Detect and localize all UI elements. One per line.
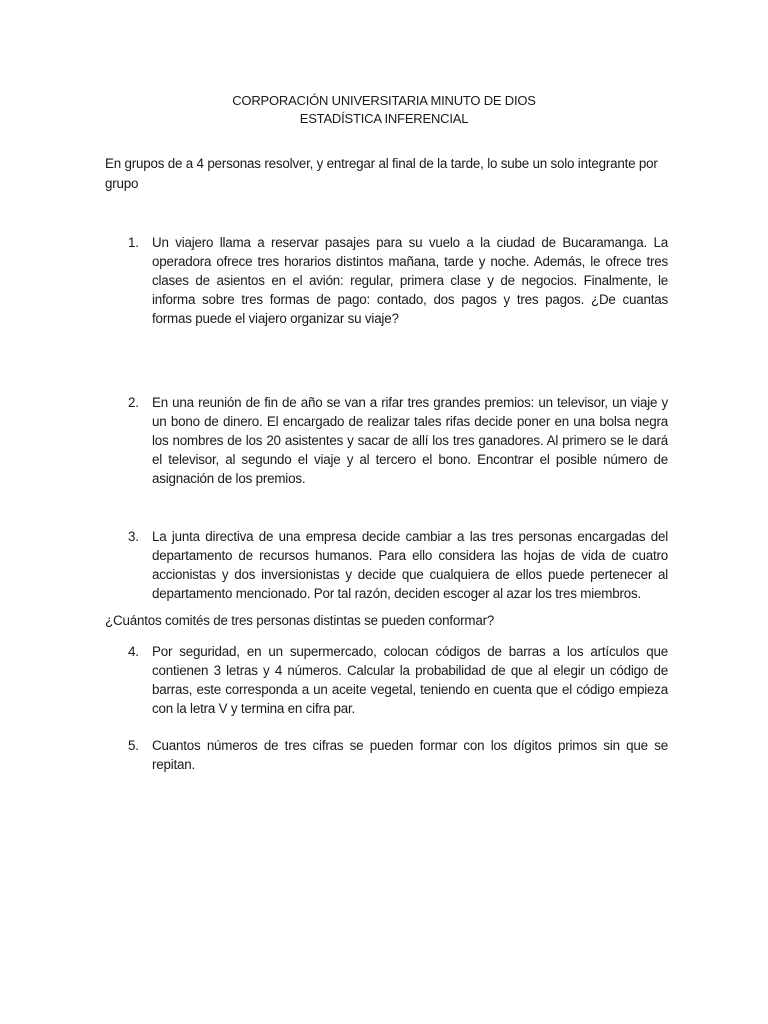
institution-title: CORPORACIÓN UNIVERSITARIA MINUTO DE DIOS: [232, 93, 536, 108]
problem-text: Por seguridad, en un supermercado, colocan códigos de barras a los artículos que contienen 3 letras y 4 números. Calcular la probabilidad de que al elegir un código de barras, este corresponda a un aceite vegetal, teniendo en cuenta que el código empieza con la letra V y termina en cifra par.: [152, 644, 668, 716]
problem-number: 4.: [128, 644, 139, 659]
problem-number: 3.: [128, 529, 139, 544]
problem-number: 2.: [128, 395, 139, 410]
course-title: ESTADÍSTICA INFERENCIAL: [299, 111, 469, 126]
problem-5: [128, 736, 668, 774]
problem-number: 1.: [128, 235, 139, 250]
problem-text: En una reunión de fin de año se van a rifar tres grandes premios: un televisor, un viaje y un bono de dinero. El encargado de realizar tales rifas decide poner en una bolsa negra los nombres de los 20 asistentes y sacar de allí los tres ganadores. Al primero se le dará el televisor, al segundo el viaje y al tercero el bono. Encontrar el posible número de asignación de los premios.: [152, 395, 668, 486]
instructions-paragraph: En grupos de a 4 personas resolver, y entregar al final de la tarde, lo sube un solo integrante por grupo: [105, 156, 658, 191]
problem-1: [128, 233, 668, 328]
problem-4: [128, 642, 668, 718]
problem-text: La junta directiva de una empresa decide cambiar a las tres personas encargadas del departamento de recursos humanos. Para ello considera las hojas de vida de cuatro accionistas y dos inversionistas y decide que cualquiera de ellos puede pertenecer al departamento mencionado. Por tal razón, deciden escoger al azar los tres miembros.: [152, 529, 668, 601]
problem-text: Un viajero llama a reservar pasajes para su vuelo a la ciudad de Bucaramanga. La operadora ofrece tres horarios distintos mañana, tarde y noche. Además, le ofrece tres clases de asientos en el avión: regular, primera clase y de negocios. Finalmente, le informa sobre tres formas de pago: contado, dos pagos y tres pagos. ¿De cuantas formas puede el viajero organizar su viaje?: [152, 235, 668, 326]
problem-3: [128, 527, 668, 603]
problem-2: [128, 393, 668, 488]
problem-3-question: ¿Cuántos comités de tres personas distintas se pueden conformar?: [105, 613, 495, 628]
problem-number: 5.: [128, 738, 139, 753]
problem-text: Cuantos números de tres cifras se pueden formar con los dígitos primos sin que se repitan.: [152, 738, 668, 772]
